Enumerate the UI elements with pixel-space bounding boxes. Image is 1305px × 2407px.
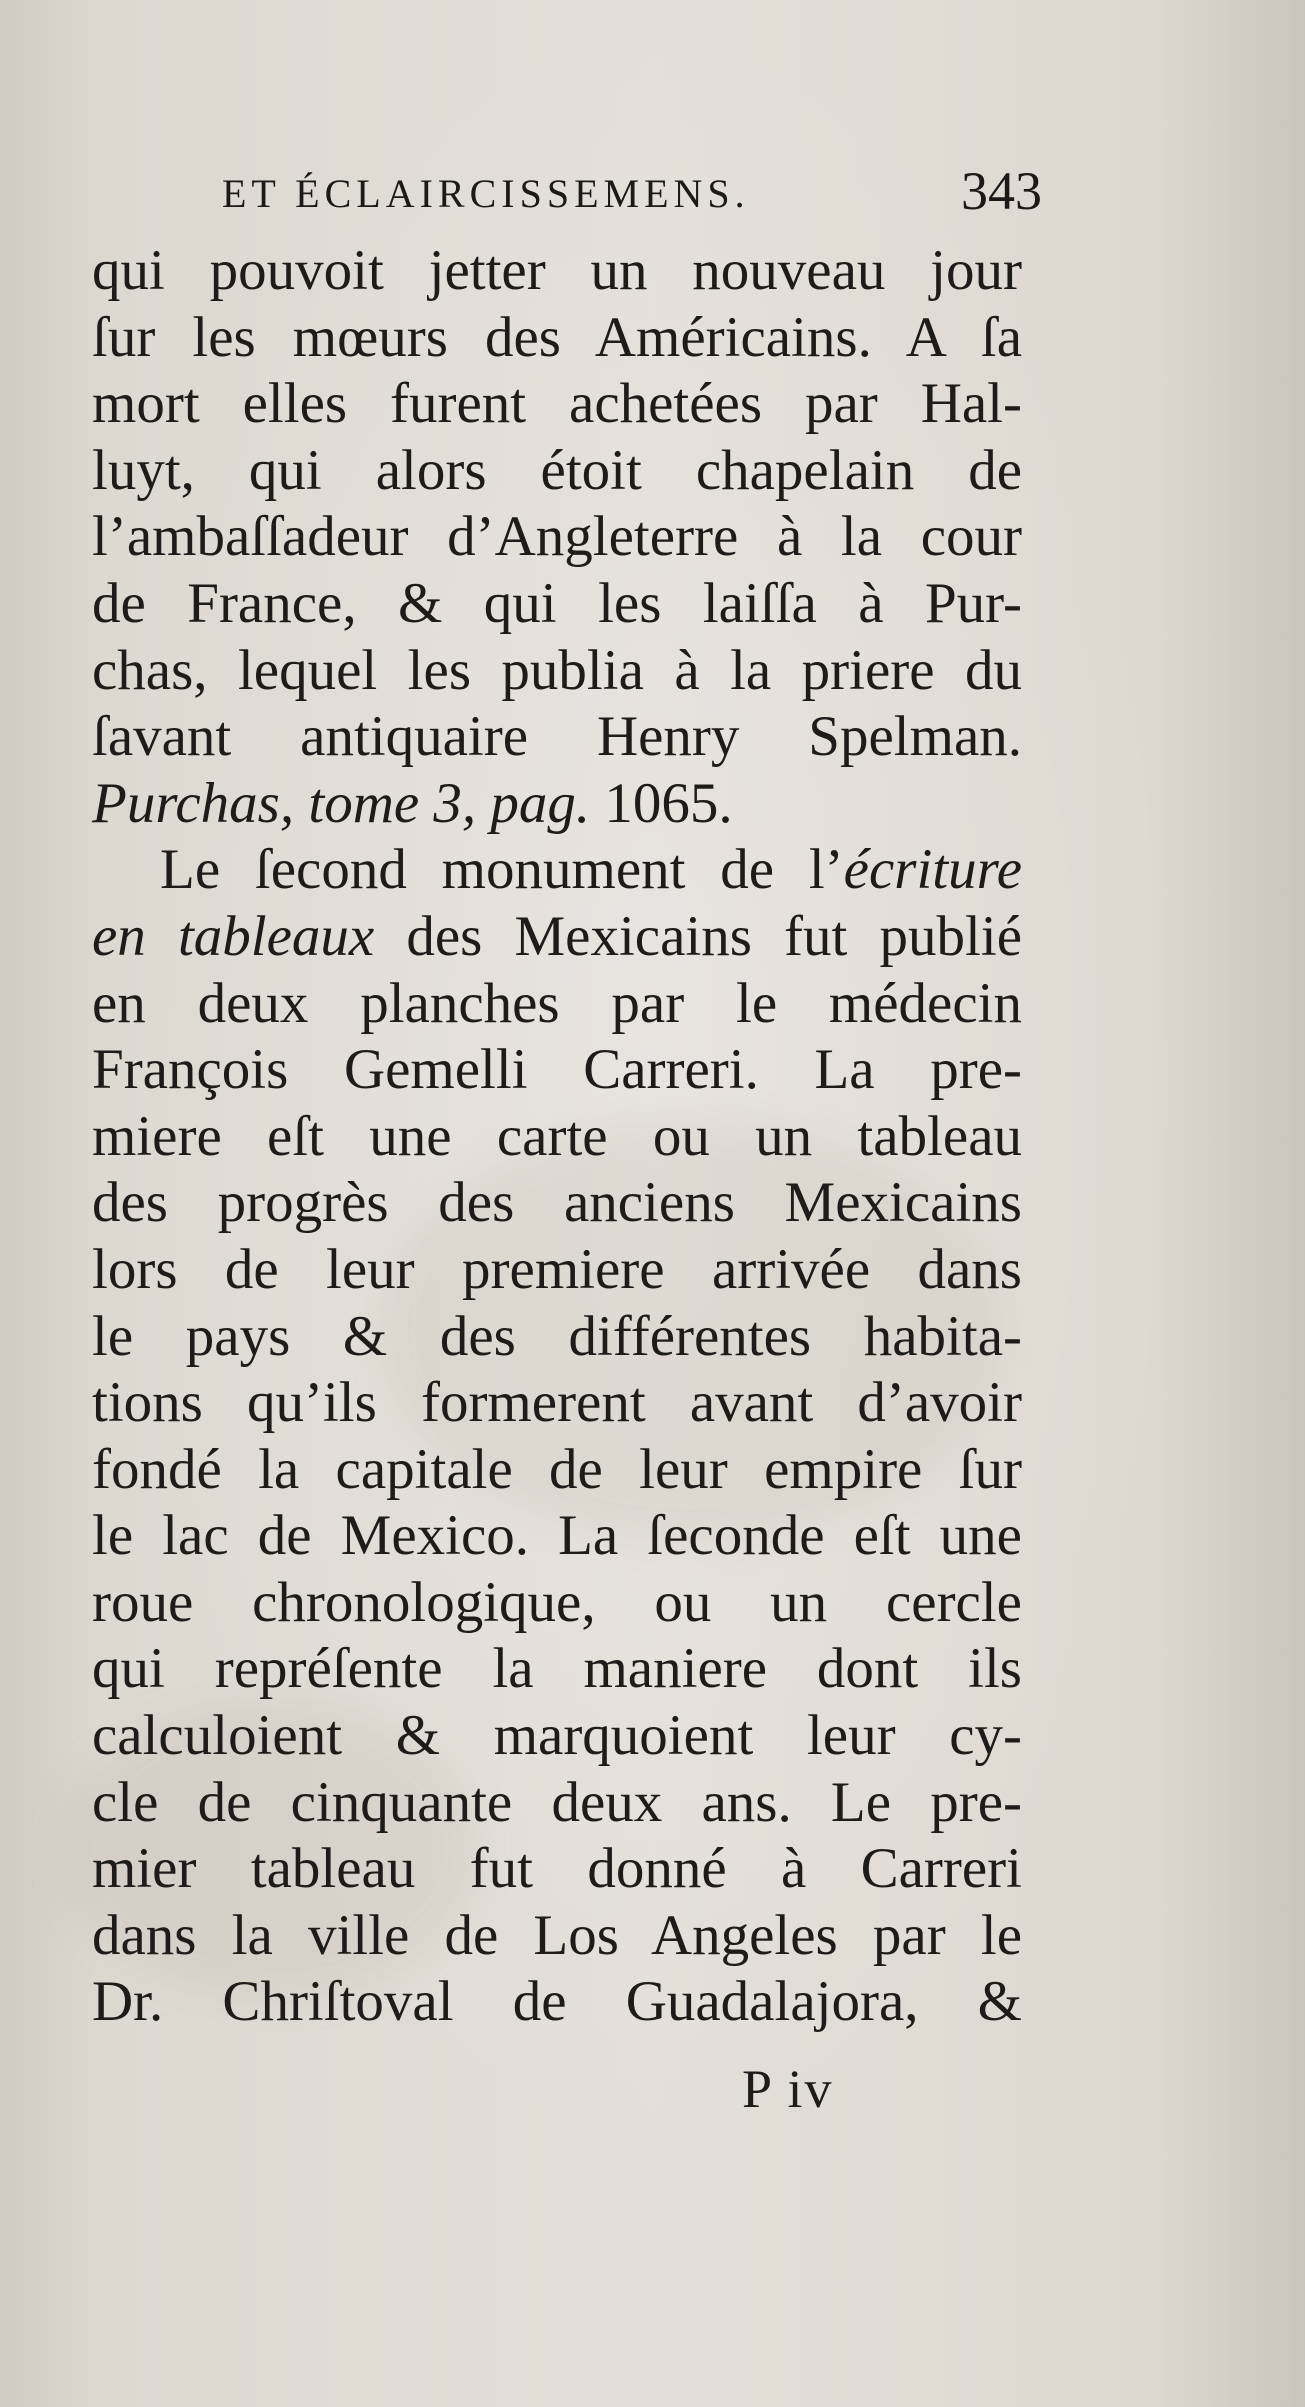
text-line: qui repréſente la maniere dont ils	[92, 1637, 1022, 1701]
text-line: mier tableau fut donné à Carreri	[92, 1837, 1022, 1901]
running-head: ET ÉCLAIRCISSEMENS.	[222, 171, 750, 216]
text-line: qui pouvoit jetter un nouveau jour	[92, 239, 1022, 302]
text-line: ſavant antiquaire Henry Spelman.	[92, 705, 1022, 769]
text-line: chas, lequel les publia à la priere du	[92, 638, 1022, 702]
text-line: de France, & qui les laiſſa à Pur-	[92, 571, 1022, 635]
italic-term: en tableaux	[92, 904, 375, 968]
signature-mark: P iv	[742, 2059, 834, 2119]
text-line: roue chronologique, ou un cercle	[92, 1570, 1022, 1634]
text-line: ſur les mœurs des Américains. A ſa	[92, 305, 1022, 369]
text-line: calculoient & marquoient leur cy-	[92, 1704, 1022, 1768]
text-line: le pays & des différentes habita-	[92, 1304, 1022, 1368]
page-header	[222, 160, 1042, 220]
text-line: l’ambaſſadeur d’Angleterre à la cour	[92, 505, 1022, 569]
text-line: fondé la capitale de leur empire ſur	[92, 1437, 1022, 1501]
text-line: François Gemelli Carreri. La pre-	[92, 1038, 1022, 1102]
citation-page: 1065.	[590, 771, 733, 835]
text-line: dans la ville de Los Angeles par le	[92, 1903, 1022, 1967]
text-line: mort elles furent achetées par Hal-	[92, 372, 1022, 436]
text-segment: des Mexicains fut publié	[374, 904, 1022, 968]
text-line: Dr. Chriſtoval de Guadalajora, &	[92, 1970, 1022, 2034]
page-number: 343	[961, 161, 1042, 221]
text-line: en deux planches par le médecin	[92, 971, 1022, 1035]
paragraph-first-line	[92, 837, 1022, 904]
text-line: cle de cinquante deux ans. Le pre-	[92, 1770, 1022, 1834]
citation-line	[92, 771, 1022, 838]
body-text	[92, 238, 1022, 2036]
text-line: lors de leur premiere arrivée dans	[92, 1237, 1022, 1301]
text-line: tions qu’ils formerent avant d’avoir	[92, 1371, 1022, 1435]
text-segment: Le ſecond monument de l’	[160, 838, 844, 902]
citation-reference: Purchas, tome 3, pag.	[92, 771, 591, 835]
text-line: luyt, qui alors étoit chapelain de	[92, 438, 1022, 502]
text-line: miere eſt une carte ou un tableau	[92, 1104, 1022, 1168]
italic-term: écriture	[843, 838, 1022, 902]
text-line	[92, 904, 1022, 971]
text-line: le lac de Mexico. La ſeconde eſt une	[92, 1504, 1022, 1568]
text-line: des progrès des anciens Mexicains	[92, 1171, 1022, 1235]
